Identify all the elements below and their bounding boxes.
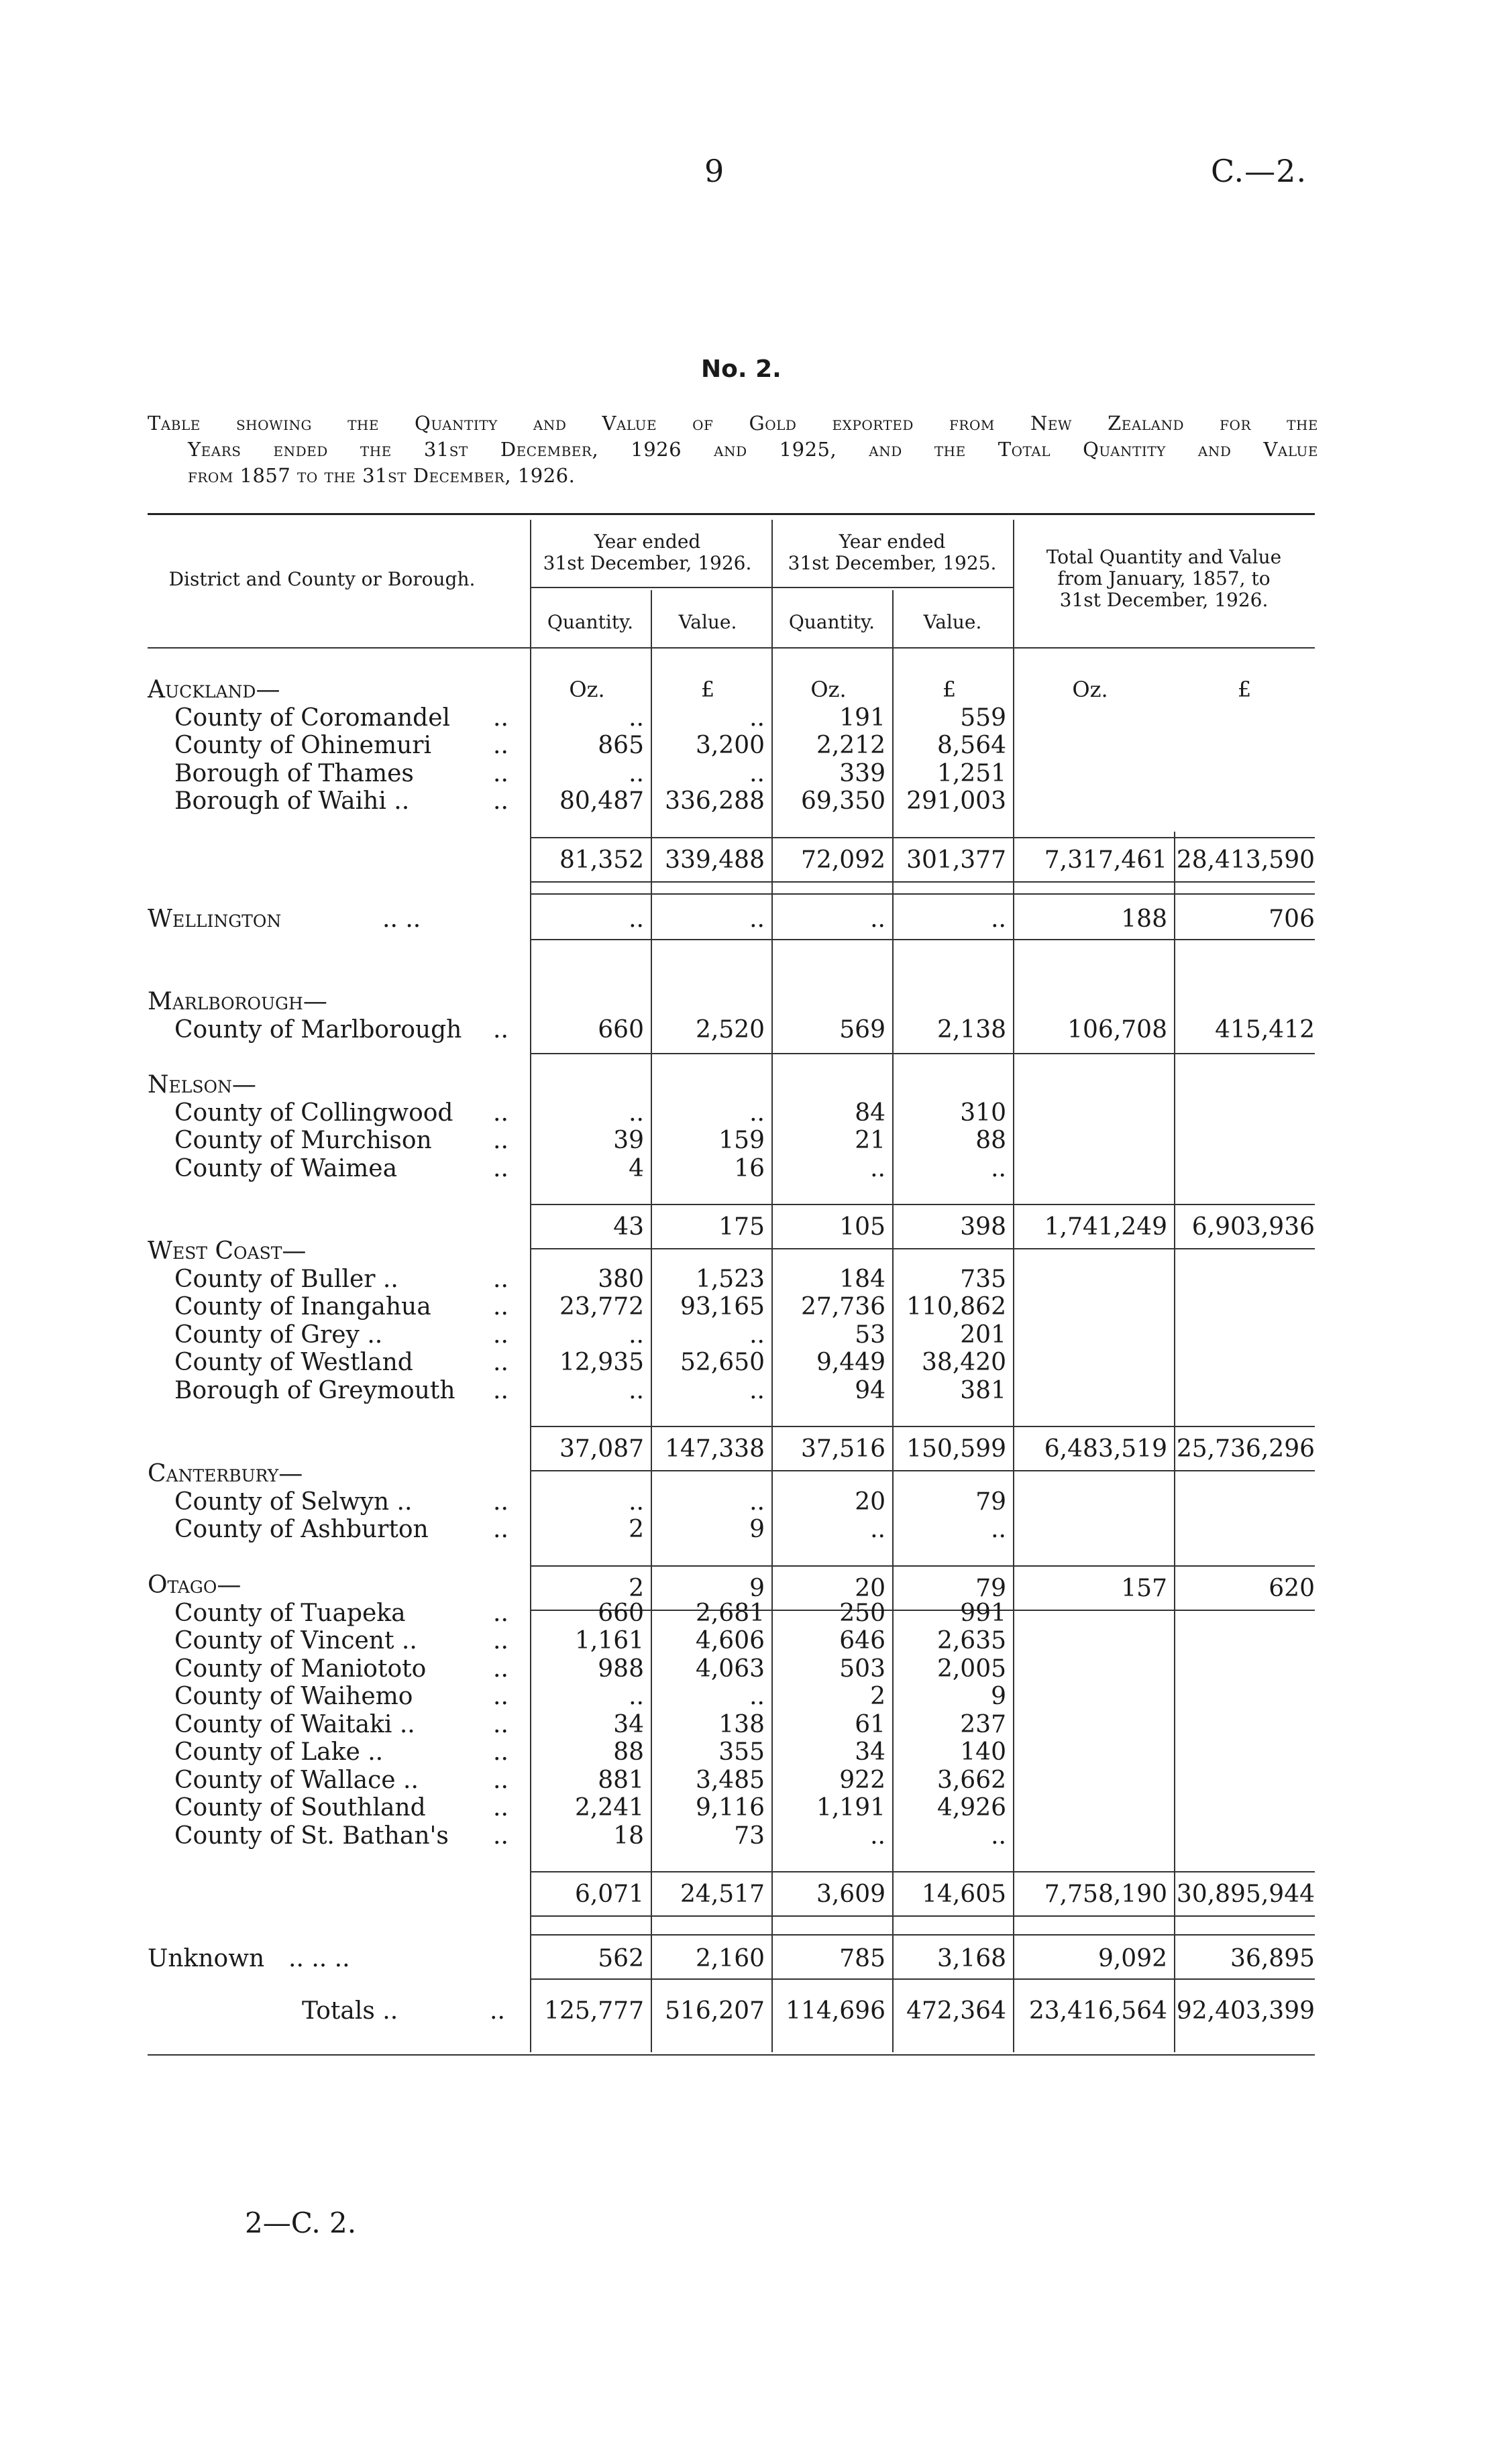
table-row-q26: 4	[629, 1154, 644, 1182]
subtotal-q25: 3,609	[816, 1881, 885, 1908]
table-row-v26: ..	[749, 759, 765, 787]
table-row-label-text: County of Ashburton	[174, 1516, 429, 1543]
table-row-v26: 16	[734, 1154, 765, 1182]
table-row-v26: ..	[749, 1683, 765, 1710]
table-row-q26: 88	[613, 1738, 644, 1766]
section-heading	[148, 1237, 306, 1265]
dot-leader: ..	[493, 732, 508, 759]
subtotal-tv: 6,903,936	[1191, 1213, 1315, 1241]
subtotal-v25: 79	[975, 1574, 1006, 1602]
table-row-label-text: County of Coromandel	[174, 704, 451, 732]
subtotal-q25: 20	[855, 1574, 885, 1602]
subtotal-v26: 339,488	[665, 846, 765, 874]
caption-line-1: Table showing the Quantity and Value of Gold exported from New Zealand for the	[148, 412, 1318, 435]
section-rule-bottom	[530, 939, 1315, 940]
table-row-v25: 38,420	[922, 1349, 1006, 1376]
dot-leader: ..	[493, 1683, 508, 1710]
table-row-v25: 140	[960, 1738, 1006, 1766]
subtotal-q26: 81,352	[559, 846, 644, 874]
table-row-q26: ..	[629, 1376, 644, 1404]
table-row-label-text: County of Wallace ..	[174, 1766, 419, 1794]
subtotal-tv: 30,895,944	[1176, 1881, 1315, 1908]
section-heading	[148, 1460, 303, 1488]
table-row-q25: 2,212	[816, 732, 885, 759]
table-row-q26: ..	[629, 1488, 644, 1516]
section-heading-text: Nelson—	[148, 1071, 256, 1099]
unit-q26: Oz.	[569, 677, 605, 702]
table-row-label	[174, 1349, 508, 1376]
caption-line-2: Years ended the 31st December, 1926 and 1925, and the Total Quantity and Value	[188, 438, 1318, 461]
table-row-q26: ..	[629, 1683, 644, 1710]
table-row-label	[174, 1376, 508, 1404]
table-row-label	[174, 1738, 508, 1766]
totals-q26: 125,777	[544, 1997, 644, 2025]
table-row-v25: 9	[991, 1683, 1006, 1710]
table-row-label	[174, 759, 508, 787]
table-row-v26: 4,063	[695, 1655, 765, 1683]
table-row-v25: 1,251	[936, 759, 1006, 787]
table-row-label	[174, 1766, 508, 1794]
table-row-q25: 61	[855, 1710, 885, 1738]
table-row-label-text: County of Waimea	[174, 1154, 398, 1182]
table-row-label	[174, 1488, 508, 1516]
table-row-q26: 660	[598, 1015, 644, 1044]
table-row-label-text: County of Lake ..	[174, 1738, 384, 1766]
table-row-v25: ..	[991, 1516, 1006, 1543]
quantity-1925-header: Quantity.	[788, 611, 875, 633]
table-row-q25: 191	[839, 704, 885, 732]
table-row-q25: 27,736	[801, 1293, 885, 1321]
unknown-tv: 36,895	[1230, 1945, 1315, 1972]
totals-q25: 114,696	[786, 1997, 885, 2025]
totals-v26: 516,207	[665, 1997, 765, 2025]
subtotal-rule-top	[530, 1426, 1315, 1427]
dot-leader: ..	[493, 1710, 508, 1738]
table-row-label	[174, 1099, 508, 1127]
table-row-label-text: County of Waihemo	[174, 1683, 413, 1710]
table-row-q26: ..	[629, 759, 644, 787]
page-number: 9	[704, 153, 724, 189]
table-row-v26: 2,520	[695, 1015, 765, 1044]
dot-leader: ..	[493, 1822, 508, 1850]
total-header	[1013, 547, 1315, 611]
dot-leader: ..	[493, 1738, 508, 1766]
table-row-v25: 2,635	[936, 1627, 1006, 1655]
table-row-q26: ..	[629, 1321, 644, 1349]
table-row-label	[174, 787, 508, 815]
table-row-v25: 991	[960, 1599, 1006, 1627]
table-row-v25: ..	[991, 1822, 1006, 1850]
section-heading-text: Marlborough—	[148, 988, 327, 1015]
section-heading	[148, 905, 421, 933]
dot-leader: ..	[493, 1655, 508, 1683]
totals-row-label	[302, 1997, 505, 2025]
table-row-v25: 291,003	[906, 787, 1006, 815]
value-1926-header: Value.	[678, 611, 737, 633]
table-row-label	[174, 1627, 508, 1655]
table-row-label	[174, 1321, 508, 1349]
unit-tq: Oz.	[1072, 677, 1108, 702]
table-row-q26: 988	[598, 1655, 644, 1683]
table-row-q26: 23,772	[559, 1293, 644, 1321]
table-row-q25: 339	[839, 759, 885, 787]
table-row-v25: 79	[975, 1488, 1006, 1516]
year-1925-header-line-2: 31st December, 1925.	[788, 552, 997, 574]
table-row-v26: ..	[749, 1488, 765, 1516]
section-heading	[148, 676, 280, 704]
subtotal-tv: 25,736,296	[1176, 1435, 1315, 1463]
table-row-v25: 2,138	[936, 1015, 1006, 1044]
table-row-label-text: County of Waitaki ..	[174, 1710, 415, 1738]
value-1925-header: Value.	[923, 611, 982, 633]
table-row-q26: 865	[598, 732, 644, 759]
totals-tq: 23,416,564	[1028, 1997, 1167, 2025]
table-row-v25: 88	[975, 1127, 1006, 1154]
table-row-label	[174, 1822, 508, 1850]
subtotal-rule-top	[530, 1871, 1315, 1872]
table-row-q25: 34	[855, 1738, 885, 1766]
unknown-q26: 562	[598, 1945, 644, 1972]
table-row-q25: 94	[855, 1376, 885, 1404]
table-row-label	[174, 1127, 508, 1154]
table-row-v26: 159	[718, 1127, 765, 1154]
total-header-line-1: Total Quantity and Value	[1046, 546, 1282, 568]
table-caption	[148, 410, 1318, 489]
dot-leader: ..	[493, 704, 508, 732]
subtotal-q26: 6,071	[574, 1881, 644, 1908]
table-row-v25: 2,005	[936, 1655, 1006, 1683]
table-row-q25: 84	[855, 1099, 885, 1127]
subtotal-v25: 150,599	[906, 1435, 1006, 1463]
header-bottom-rule	[148, 647, 1315, 649]
table-row-label-text: County of Murchison	[174, 1127, 432, 1154]
year-1926-header-line-2: 31st December, 1926.	[543, 552, 752, 574]
table-row-q26: 34	[613, 1710, 644, 1738]
table-row-label-text: County of Maniototo	[174, 1655, 427, 1683]
year-1925-header	[771, 531, 1013, 574]
table-row-tq: 106,708	[1067, 1015, 1167, 1044]
table-row-v25: 310	[960, 1099, 1006, 1127]
table-row-label-text: County of Southland	[174, 1794, 426, 1822]
subtotal-tq: 7,758,190	[1044, 1881, 1167, 1908]
table-row-q25: ..	[870, 1822, 885, 1850]
unknown-v25: 3,168	[936, 1945, 1006, 1972]
table-row-v26: 73	[734, 1822, 765, 1850]
table-row-v26: 3,200	[695, 732, 765, 759]
sheet-mark: 2—C. 2.	[245, 2206, 357, 2239]
table-row-v26: 9	[749, 1516, 765, 1543]
table-row-q25: ..	[870, 1516, 885, 1543]
subtotal-rule-bottom	[530, 1470, 1315, 1471]
caption-line-3: from 1857 to the 31st December, 1926.	[188, 464, 576, 487]
dot-leader: ..	[493, 759, 508, 787]
quantity-1926-header: Quantity.	[547, 611, 634, 633]
section-heading-text: West Coast—	[148, 1237, 307, 1265]
table-row-label	[174, 1599, 508, 1627]
dot-leader: ..	[493, 1599, 508, 1627]
totals-v25: 472,364	[906, 1997, 1006, 2025]
year-1926-header-line-1: Year ended	[594, 530, 701, 553]
unit-q25: Oz.	[810, 677, 847, 702]
table-row-label	[174, 1265, 508, 1293]
unknown-q25: 785	[839, 1945, 885, 1972]
table-row-label-text: Borough of Waihi ..	[174, 787, 410, 815]
unknown-v26: 2,160	[695, 1945, 765, 1972]
table-row-label-text: County of Vincent ..	[174, 1627, 417, 1655]
dot-leader: ..	[493, 1321, 508, 1349]
dot-leader: ..	[493, 1015, 508, 1044]
table-row-label	[174, 1683, 508, 1710]
table-row-v26: 336,288	[665, 787, 765, 815]
table-row-q25: 2	[870, 1683, 885, 1710]
table-row-label	[174, 1015, 508, 1044]
table-row-q25: 1,191	[816, 1794, 885, 1822]
subtotal-v25: 301,377	[906, 846, 1006, 874]
subtotal-rule-top	[530, 837, 1315, 838]
table-row-v26: ..	[749, 704, 765, 732]
subtotal-v25: 14,605	[922, 1881, 1006, 1908]
table-row-q26: 2,241	[574, 1794, 644, 1822]
table-row-v26: 3,485	[695, 1766, 765, 1794]
section-heading-text: Auckland—	[148, 676, 280, 704]
table-row-q25: 646	[839, 1627, 885, 1655]
section-rule-bottom	[530, 1053, 1315, 1054]
wellington-tq: 188	[1121, 905, 1167, 933]
table-row-v25: 237	[960, 1710, 1006, 1738]
table-row-q26: 881	[598, 1766, 644, 1794]
table-row-label-text: County of Westland	[174, 1349, 413, 1376]
dot-leader: ..	[493, 1349, 508, 1376]
table-row-q26: 39	[613, 1127, 644, 1154]
total-header-line-2: from January, 1857, to	[1057, 567, 1271, 590]
table-row-q26: ..	[629, 1099, 644, 1127]
totals-tv: 92,403,399	[1176, 1997, 1315, 2025]
section-heading-text: Canterbury—	[148, 1460, 303, 1488]
document-reference: C.—2.	[1211, 153, 1307, 189]
table-row-v25: 201	[960, 1321, 1006, 1349]
table-row-q26: 18	[613, 1822, 644, 1850]
subtotal-v26: 175	[718, 1213, 765, 1241]
table-row-label-text: County of Selwyn ..	[174, 1488, 413, 1516]
unit-v25: £	[942, 677, 957, 702]
table-row-v26: 93,165	[680, 1293, 765, 1321]
dot-leader: .. .. ..	[288, 1945, 350, 1972]
table-row-label-text: County of Marlborough	[174, 1015, 462, 1044]
subtotal-tq: 7,317,461	[1044, 846, 1167, 874]
table-row-q25: 69,350	[801, 787, 885, 815]
subtotal-v26: 24,517	[680, 1881, 765, 1908]
total-header-line-3: 31st December, 1926.	[1059, 589, 1269, 611]
table-row-label-text: County of Grey ..	[174, 1321, 383, 1349]
table-row-v26: ..	[749, 1099, 765, 1127]
dot-leader: ..	[493, 1766, 508, 1794]
totals-row-label-text: Totals ..	[302, 1997, 398, 2025]
subtotal-q25: 105	[839, 1213, 885, 1241]
dot-leader: ..	[490, 1997, 505, 2025]
table-row-v26: 4,606	[695, 1627, 765, 1655]
table-row-label-text: County of Buller ..	[174, 1265, 398, 1293]
column-rule-5	[1013, 520, 1014, 2052]
wellington-q26: ..	[629, 905, 644, 933]
subtotal-tq: 1,741,249	[1044, 1213, 1167, 1241]
subtotal-v26: 9	[749, 1574, 765, 1602]
wellington-q25: ..	[870, 905, 885, 933]
table-row-v26: 2,681	[695, 1599, 765, 1627]
subtotal-q25: 37,516	[801, 1435, 885, 1463]
table-row-v26: 1,523	[695, 1265, 765, 1293]
subtotal-rule-top	[530, 1204, 1315, 1205]
year-1926-header	[530, 531, 765, 574]
subtotal-rule-bottom	[530, 1248, 1315, 1249]
table-row-q26: 2	[629, 1516, 644, 1543]
table-row-tv: 415,412	[1215, 1015, 1315, 1044]
table-row-q25: 53	[855, 1321, 885, 1349]
table-row-label	[174, 1710, 508, 1738]
section-heading	[148, 988, 327, 1015]
section-heading	[148, 1571, 241, 1599]
subtotal-v26: 147,338	[665, 1435, 765, 1463]
unknown-row-label	[148, 1945, 350, 1972]
dot-leader: ..	[493, 1794, 508, 1822]
table-row-v26: ..	[749, 1321, 765, 1349]
dot-leader: ..	[493, 1154, 508, 1182]
unit-v26: £	[700, 677, 715, 702]
table-row-label	[174, 1293, 508, 1321]
table-bottom-rule	[148, 2054, 1315, 2056]
subtotal-tv: 620	[1269, 1574, 1315, 1602]
table-row-v25: 559	[960, 704, 1006, 732]
subtotal-v25: 398	[960, 1213, 1006, 1241]
table-row-label	[174, 1154, 508, 1182]
subtotal-q26: 43	[613, 1213, 644, 1241]
dot-leader: .. ..	[382, 905, 421, 933]
table-row-q26: 380	[598, 1265, 644, 1293]
table-row-q25: 20	[855, 1488, 885, 1516]
dot-leader: ..	[493, 1265, 508, 1293]
dot-leader: ..	[493, 1488, 508, 1516]
wellington-v26: ..	[749, 905, 765, 933]
subtotal-tv: 28,413,590	[1176, 846, 1315, 874]
dot-leader: ..	[493, 1099, 508, 1127]
table-row-v26: 52,650	[680, 1349, 765, 1376]
table-row-q25: 184	[839, 1265, 885, 1293]
table-row-label-text: County of Inangahua	[174, 1293, 431, 1321]
unit-tv: £	[1237, 677, 1252, 702]
unknown-row-label-text: Unknown	[148, 1945, 265, 1972]
section-heading-text: Wellington	[148, 905, 282, 933]
table-row-label-text: Borough of Greymouth	[174, 1376, 455, 1404]
section-heading-text: Otago—	[148, 1571, 241, 1599]
subtotal-q26: 37,087	[559, 1435, 644, 1463]
unknown-rule-top	[530, 1934, 1315, 1936]
unknown-tq: 9,092	[1097, 1945, 1167, 1972]
table-row-q26: 80,487	[559, 787, 644, 815]
dot-leader: ..	[493, 1627, 508, 1655]
year-1925-header-line-1: Year ended	[839, 530, 946, 553]
table-row-q25: 503	[839, 1655, 885, 1683]
dot-leader: ..	[493, 1376, 508, 1404]
table-row-label	[174, 732, 508, 759]
subtotal-q26: 2	[629, 1574, 644, 1602]
table-row-label	[174, 1516, 508, 1543]
dot-leader: ..	[493, 1293, 508, 1321]
table-row-label-text: County of Tuapeka	[174, 1599, 406, 1627]
table-row-v25: 381	[960, 1376, 1006, 1404]
table-row-label-text: Borough of Thames	[174, 759, 414, 787]
table-row-label-text: County of Collingwood	[174, 1099, 453, 1127]
section-rule-top	[530, 893, 1315, 895]
subtotal-rule-top	[530, 1565, 1315, 1567]
subtotal-tq: 157	[1121, 1574, 1167, 1602]
table-row-v25: 735	[960, 1265, 1006, 1293]
table-row-q26: 660	[598, 1599, 644, 1627]
district-column-header: District and County or Borough.	[168, 568, 476, 590]
table-row-q25: 922	[839, 1766, 885, 1794]
table-row-q25: 9,449	[816, 1349, 885, 1376]
wellington-tv: 706	[1269, 905, 1315, 933]
table-row-v25: 3,662	[936, 1766, 1006, 1794]
table-row-q25: 250	[839, 1599, 885, 1627]
table-row-v26: 9,116	[695, 1794, 765, 1822]
unknown-rule-bottom	[530, 1978, 1315, 1980]
table-row-v26: ..	[749, 1376, 765, 1404]
table-row-v26: 138	[718, 1710, 765, 1738]
table-row-label	[174, 704, 508, 732]
table-row-q25: 569	[839, 1015, 885, 1044]
wellington-v25: ..	[991, 905, 1006, 933]
table-row-q26: ..	[629, 704, 644, 732]
subtotal-rule-bottom	[530, 1915, 1315, 1917]
section-heading	[148, 1071, 256, 1099]
subtotal-tq: 6,483,519	[1044, 1435, 1167, 1463]
table-row-label-text: County of Ohinemuri	[174, 732, 432, 759]
dot-leader: ..	[493, 1127, 508, 1154]
table-row-label-text: County of St. Bathan's	[174, 1822, 449, 1850]
table-row-v25: 4,926	[936, 1794, 1006, 1822]
table-row-v25: ..	[991, 1154, 1006, 1182]
subtotal-rule-bottom	[530, 881, 1315, 883]
table-row-v26: 355	[718, 1738, 765, 1766]
table-row-v25: 8,564	[936, 732, 1006, 759]
table-row-q25: ..	[870, 1154, 885, 1182]
dot-leader: ..	[493, 1516, 508, 1543]
table-number: No. 2.	[701, 355, 782, 383]
table-row-v25: 110,862	[906, 1293, 1006, 1321]
dot-leader: ..	[493, 787, 508, 815]
table-top-rule	[148, 513, 1315, 515]
table-row-label	[174, 1655, 508, 1683]
subtotal-q25: 72,092	[801, 846, 885, 874]
table-row-q26: 12,935	[559, 1349, 644, 1376]
table-row-q25: 21	[855, 1127, 885, 1154]
table-row-q26: 1,161	[574, 1627, 644, 1655]
table-row-label	[174, 1794, 508, 1822]
